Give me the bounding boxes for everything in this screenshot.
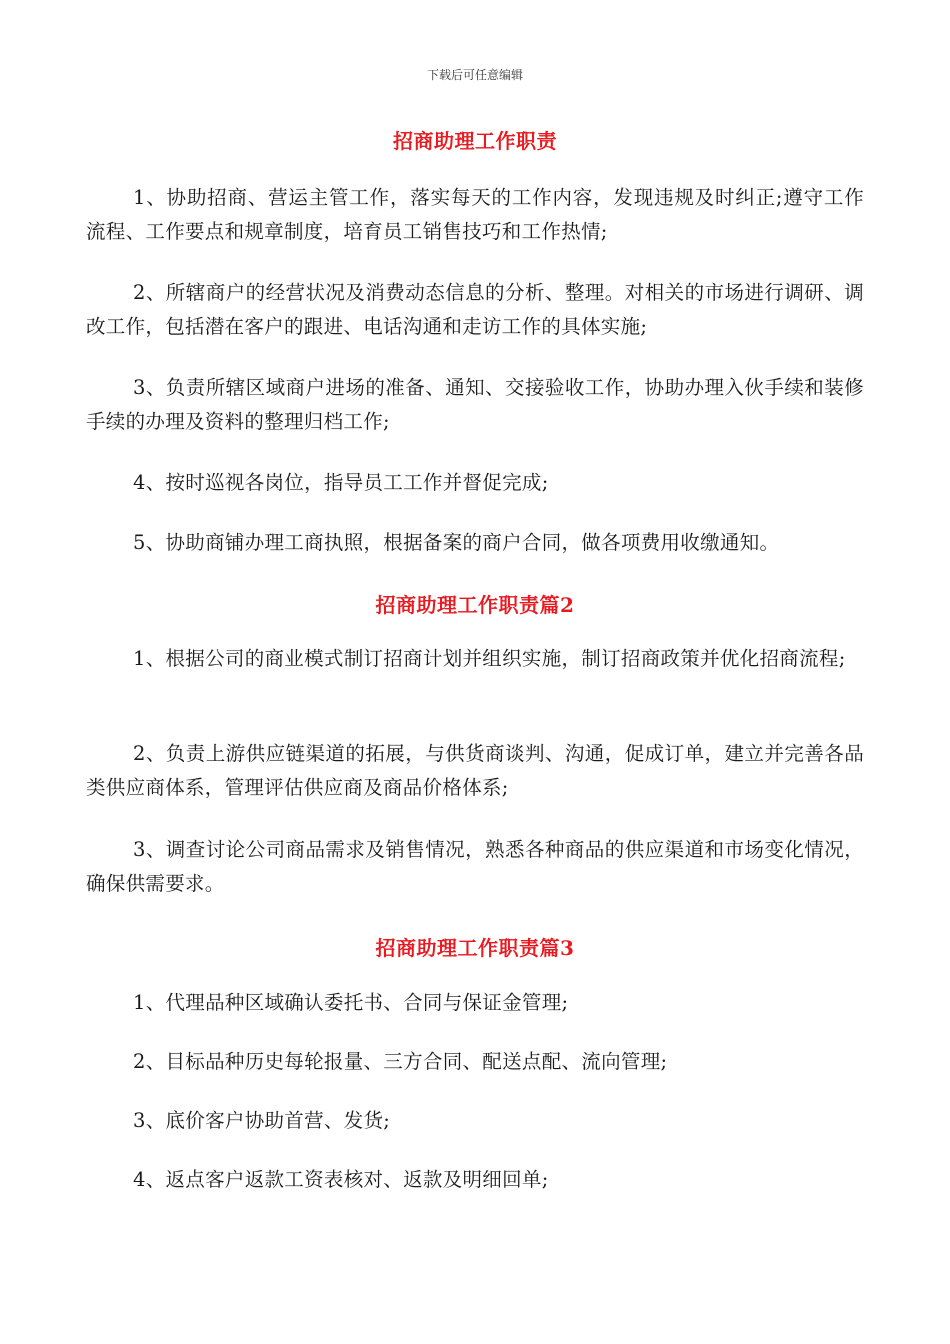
section-1-item-4: 4、按时巡视各岗位，指导员工工作并督促完成; (133, 471, 549, 494)
section-2-item-1: 1、根据公司的商业模式制订招商计划并组织实施，制订招商政策并优化招商流程; (133, 647, 846, 670)
section-2-item-2: 2、负责上游供应链渠道的拓展，与供货商谈判、沟通，促成订单，建立并完善各品类供应商体系，管理评估供应商及商品价格体系; (86, 742, 864, 799)
section-3-item-1: 1、代理品种区域确认委托书、合同与保证金管理; (133, 991, 569, 1014)
section-1-item-1: 1、协助招商、营运主管工作，落实每天的工作内容，发现违规及时纠正;遵守工作流程、工作要点和规章制度，培育员工销售技巧和工作热情; (86, 186, 864, 243)
section-3-item-3: 3、底价客户协助首营、发货; (133, 1109, 391, 1132)
section-title-3: 招商助理工作职责篇3 (375, 936, 575, 960)
section-1-item-3: 3、负责所辖区域商户进场的准备、通知、交接验收工作，协助办理入伙手续和装修手续的办理及资料的整理归档工作; (86, 376, 864, 433)
section-1-item-5: 5、协助商铺办理工商执照，根据备案的商户合同，做各项费用收缴通知。 (133, 531, 780, 554)
section-3-item-2: 2、目标品种历史每轮报量、三方合同、配送点配、流向管理; (133, 1050, 668, 1073)
section-1-item-2: 2、所辖商户的经营状况及消费动态信息的分析、整理。对相关的市场进行调研、调改工作，包括潜在客户的跟进、电话沟通和走访工作的具体实施; (86, 281, 864, 338)
header-note: 下载后可任意编辑 (426, 68, 523, 82)
section-title-2: 招商助理工作职责篇2 (375, 593, 575, 617)
section-3-item-4: 4、返点客户返款工资表核对、返款及明细回单; (133, 1168, 549, 1191)
section-2-item-3: 3、调查讨论公司商品需求及销售情况，熟悉各种商品的供应渠道和市场变化情况，确保供需要求。 (86, 838, 864, 895)
section-title-1: 招商助理工作职责 (393, 129, 557, 153)
